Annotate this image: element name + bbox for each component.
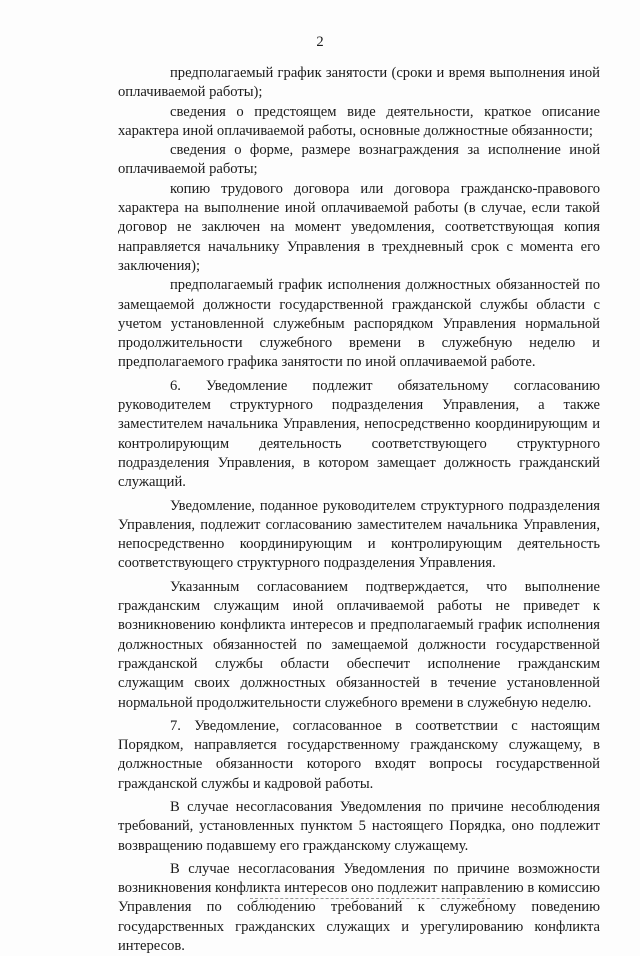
paragraph-approval-confirms: Указанным согласованием подтверждается, что выполнение гражданским служащим иной оплачиваемой работы не приведет к возникновению конфликта интересов и предполагаемый график исполнения должностных обязанностей по замещаемой должности государственной гражданской службы области обеспечит исполнение гражданским служащим своих должностных обязанностей в течение установленной нормальной продолжительности служебного времени в служебную неделю. [118, 578, 600, 711]
paragraph-activity-info: сведения о предстоящем виде деятельности, краткое описание характера иной оплачиваемой работы, основные должностные обязанности; [118, 103, 600, 139]
paragraph-item-6: 6. Уведомление подлежит обязательному согласованию руководителем структурного подразделения Управления, а также заместителем начальника Управления, непосредственно координирующим и контролирующим деятельность соответствующего структурного подразделения Управления, в котором замещает должность гражданский служащий. [118, 377, 600, 491]
paragraph-non-compliance: В случае несогласования Уведомления по причине несоблюдения требований, установленных пунктом 5 настоящего Порядка, оно подлежит возвращению подавшему его гражданскому служащему. [118, 798, 600, 854]
page-number: 2 [316, 34, 324, 50]
paragraph-item-7: 7. Уведомление, согласованное в соответствии с настоящим Порядком, направляется государственному гражданскому служащему, в должностные обязанности которого входят вопросы государственной гражданской службы и кадровой работы. [118, 717, 600, 792]
paragraph-contract-copy: копию трудового договора или договора гражданско-правового характера на выполнение иной оплачиваемой работы (в случае, если такой договор не заключен на момент уведомления, соответствующая копия направляется начальнику Управления в трехдневный срок с момента его заключения); [118, 180, 600, 274]
paragraph-employment-schedule: предполагаемый график занятости (сроки и время выполнения иной оплачиваемой работы); [118, 65, 600, 101]
paragraph-conflict-of-interest: В случае несогласования Уведомления по причине возможности возникновения конфликта интересов оно подлежит направлению в комиссию Управления по соблюдению требований к служебному поведению государственных гражданских служащих и урегулированию конфликта интересов. [118, 860, 600, 955]
document-body [118, 64, 600, 956]
paragraph-remuneration-info: сведения о форме, размере вознаграждения за исполнение иной оплачиваемой работы; [118, 142, 600, 178]
paragraph-duties-schedule: предполагаемый график исполнения должностных обязанностей по замещаемой должности государственной гражданской службы области с учетом установленной служебным распорядком Управления нормальной продолжительности служебного времени в служебную неделю и предполагаемого графика занятости по иной оплачиваемой работе. [118, 277, 600, 371]
scan-edge-divider [250, 898, 490, 899]
paragraph-head-notification: Уведомление, поданное руководителем структурного подразделения Управления, подлежит согласованию заместителем начальника Управления, непосредственно координирующим и контролирующим деятельность соответствующего структурного подразделения Управления. [118, 497, 600, 572]
